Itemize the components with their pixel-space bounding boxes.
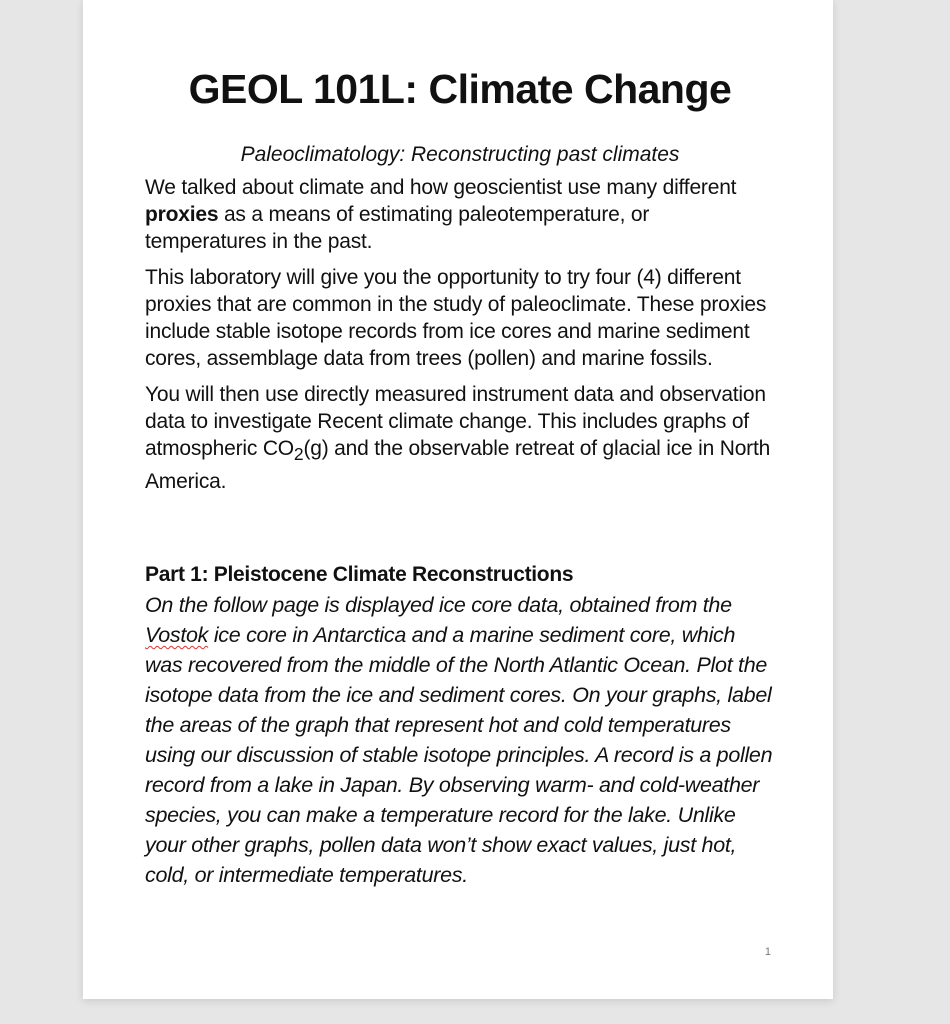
part1-instructions (145, 590, 775, 890)
intro-paragraph-3 (145, 381, 775, 495)
part1-text-start: On the follow page is displayed ice core data, obtained from the (145, 593, 732, 618)
intro-paragraph-2: This laboratory will give you the opportunity to try four (4) different proxies that are common in the study of paleoclimate. These proxies include stable isotope records from ice cores and marine sediment cores, assemblage data from trees (pollen) and marine fossils. (145, 266, 767, 370)
page-title: GEOL 101L: Climate Change (188, 66, 732, 112)
intro-p1-bold-term: proxies (145, 203, 219, 226)
intro-p3-text-start: You will then use directly measured instrument data and observation data to investigate Recent climate change. This includes graphs of atmospheric CO (145, 383, 766, 460)
page-content (145, 62, 775, 890)
spellcheck-marked-word[interactable]: Vostok (145, 623, 209, 648)
intro-p1-text-start: We talked about climate and how geoscientist use many different (145, 176, 737, 199)
page-subtitle: Paleoclimatology: Reconstructing past climates (240, 143, 680, 166)
part1-text-end: ice core in Antarctica and a marine sediment core, which was recovered from the middle of the North Atlantic Ocean. Plot the isotope data from the ice and sediment cores. On your graphs, label the areas of the graph that represent hot and cold temperatures using our discussion of stable isotope principles. A record is a pollen record from a lake in Japan. By observing warm- and cold-weather species, you can make a temperature record for the lake. Unlike your other graphs, pollen data won’t show exact values, just hot, cold, or intermediate temperatures. (145, 623, 773, 888)
co2-subscript: 2 (293, 444, 304, 465)
intro-p3-text-end: (g) and the observable retreat of glacial ice in North America. (145, 437, 771, 494)
part1-heading: Part 1: Pleistocene Climate Reconstructions (145, 563, 574, 587)
page-number: 1 (764, 946, 771, 958)
intro-paragraph-1 (145, 174, 775, 255)
document-page (83, 0, 833, 999)
intro-p1-text-end: as a means of estimating paleotemperature, or temperatures in the past. (145, 203, 650, 253)
